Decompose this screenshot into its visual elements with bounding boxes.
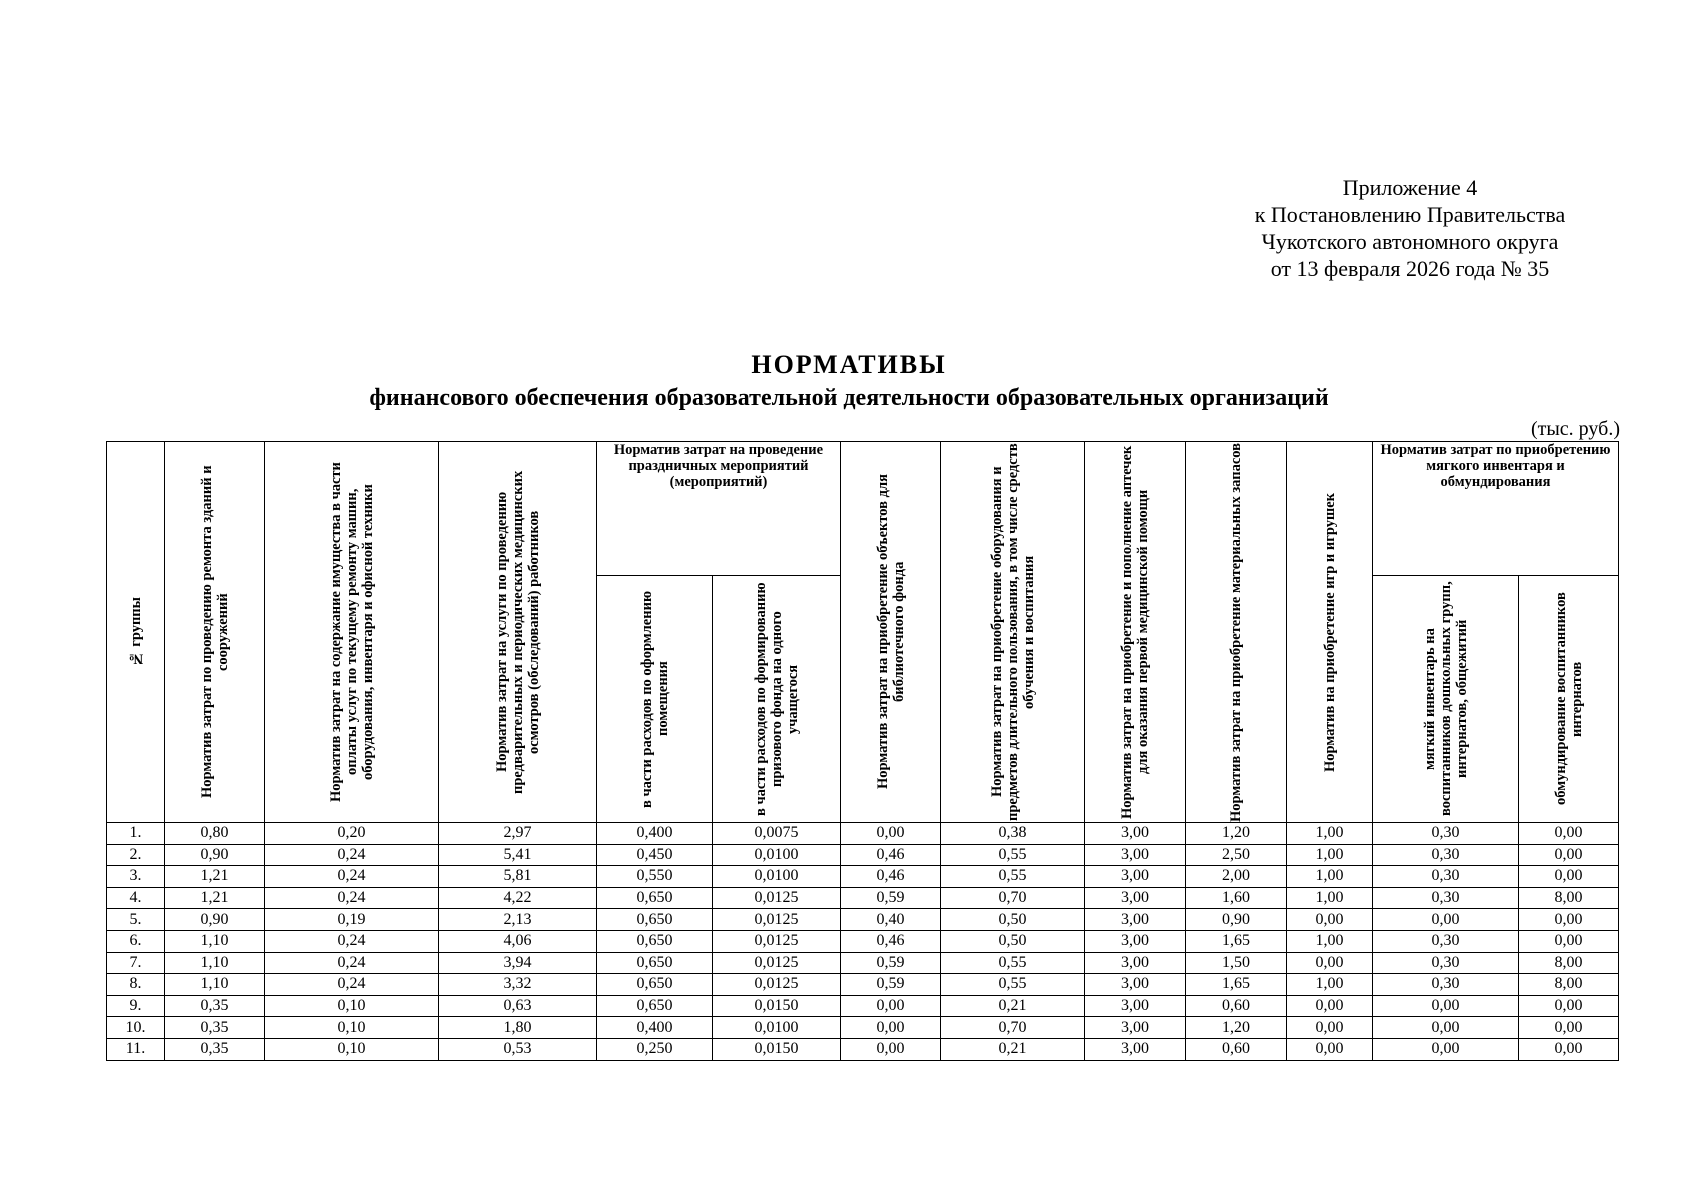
table-cell: 1,10 (165, 930, 265, 952)
table-cell: 0,20 (265, 823, 439, 845)
table-cell: 8,00 (1519, 887, 1619, 909)
header-maintenance: Норматив затрат на содержание имущества в части оплаты услуг по текущему ремонту машин, оборудования, инвентаря и офисной техники (265, 442, 439, 823)
table-cell: 0,30 (1373, 823, 1519, 845)
table-row (107, 952, 1619, 974)
table-cell: 0,00 (1519, 844, 1619, 866)
table-cell: 0,00 (1519, 995, 1619, 1017)
header-equipment: Норматив затрат на приобретение оборудования и предметов длительного пользования, в том числе средств обучения и воспитания (941, 442, 1085, 823)
table-cell: 0,00 (1287, 1038, 1373, 1060)
table-cell: 0,59 (841, 887, 941, 909)
group-number-cell: 10. (107, 1017, 165, 1039)
table-cell: 0,30 (1373, 866, 1519, 888)
table-cell: 0,00 (1519, 823, 1619, 845)
table-cell: 0,0150 (713, 995, 841, 1017)
table-cell: 3,94 (439, 952, 597, 974)
appendix-line-4: от 13 февраля 2026 года № 35 (1270, 256, 1550, 281)
header-firstaid: Норматив затрат на приобретение и пополнение аптечек для оказания первой медицинской помощи (1085, 442, 1186, 823)
table-cell: 0,63 (439, 995, 597, 1017)
table-cell: 0,00 (841, 823, 941, 845)
table-cell: 1,10 (165, 952, 265, 974)
table-cell: 0,650 (597, 909, 713, 931)
table-cell: 0,24 (265, 974, 439, 996)
table-cell: 0,24 (265, 952, 439, 974)
header-group-number: № группы (107, 442, 165, 823)
table-cell: 1,10 (165, 974, 265, 996)
table-cell: 0,400 (597, 1017, 713, 1039)
group-number-cell: 5. (107, 909, 165, 931)
table-cell: 0,0125 (713, 952, 841, 974)
norms-table (106, 441, 1619, 1061)
table-cell: 0,55 (941, 844, 1085, 866)
table-cell: 0,40 (841, 909, 941, 931)
table-row (107, 995, 1619, 1017)
table-cell: 0,19 (265, 909, 439, 931)
table-cell: 3,00 (1085, 887, 1186, 909)
table-cell: 0,00 (841, 995, 941, 1017)
table-cell: 0,30 (1373, 952, 1519, 974)
table-cell: 0,550 (597, 866, 713, 888)
table-cell: 1,65 (1186, 930, 1287, 952)
group-number-cell: 9. (107, 995, 165, 1017)
table-cell: 3,00 (1085, 952, 1186, 974)
table-cell: 1,60 (1186, 887, 1287, 909)
table-cell: 0,46 (841, 844, 941, 866)
table-cell: 0,00 (841, 1017, 941, 1039)
table-cell: 1,00 (1287, 930, 1373, 952)
group-number-cell: 1. (107, 823, 165, 845)
header-medical: Норматив затрат на услуги по проведению предварительных и периодических медицинских осмотров (обследований) работников (439, 442, 597, 823)
table-row (107, 844, 1619, 866)
table-cell: 0,00 (1519, 1017, 1619, 1039)
table-row (107, 930, 1619, 952)
table-cell: 0,00 (1519, 930, 1619, 952)
table-cell: 5,41 (439, 844, 597, 866)
table-cell: 0,38 (941, 823, 1085, 845)
table-cell: 0,0075 (713, 823, 841, 845)
header-soft: Норматив затрат по приобретению мягкого инвентаря и обмундирования (1373, 442, 1619, 576)
group-number-cell: 7. (107, 952, 165, 974)
table-cell: 0,35 (165, 1017, 265, 1039)
table-cell: 1,00 (1287, 866, 1373, 888)
table-cell: 0,00 (841, 1038, 941, 1060)
table-cell: 0,46 (841, 930, 941, 952)
table-row (107, 823, 1619, 845)
table-cell: 0,0150 (713, 1038, 841, 1060)
table-cell: 1,80 (439, 1017, 597, 1039)
table-cell: 0,0125 (713, 930, 841, 952)
header-materials: Норматив затрат на приобретение материальных запасов (1186, 442, 1287, 823)
table-cell: 0,70 (941, 887, 1085, 909)
table-cell: 0,50 (941, 909, 1085, 931)
table-cell: 3,00 (1085, 909, 1186, 931)
table-cell: 0,90 (165, 909, 265, 931)
table-cell: 0,650 (597, 995, 713, 1017)
table-cell: 1,21 (165, 866, 265, 888)
appendix-line-2: к Постановлению Правительства (1254, 202, 1566, 227)
header-toys: Норматив на приобретение игр и игрушек (1287, 442, 1373, 823)
table-cell: 0,00 (1519, 866, 1619, 888)
table-cell: 0,60 (1186, 1038, 1287, 1060)
appendix-reference (1190, 174, 1630, 282)
table-cell: 0,46 (841, 866, 941, 888)
table-cell: 0,30 (1373, 930, 1519, 952)
table-cell: 2,13 (439, 909, 597, 931)
table-cell: 2,50 (1186, 844, 1287, 866)
table-cell: 1,50 (1186, 952, 1287, 974)
table-cell: 2,97 (439, 823, 597, 845)
table-cell: 0,70 (941, 1017, 1085, 1039)
table-cell: 3,00 (1085, 823, 1186, 845)
table-cell: 0,650 (597, 974, 713, 996)
table-cell: 0,0100 (713, 866, 841, 888)
table-cell: 0,0100 (713, 1017, 841, 1039)
table-cell: 0,80 (165, 823, 265, 845)
table-cell: 0,400 (597, 823, 713, 845)
table-cell: 1,00 (1287, 823, 1373, 845)
table-cell: 0,10 (265, 1017, 439, 1039)
table-cell: 0,650 (597, 930, 713, 952)
table-cell: 0,00 (1287, 995, 1373, 1017)
table-cell: 0,00 (1519, 1038, 1619, 1060)
table-cell: 1,65 (1186, 974, 1287, 996)
table-cell: 0,35 (165, 995, 265, 1017)
table-cell: 0,30 (1373, 974, 1519, 996)
appendix-line-1: Приложение 4 (1342, 175, 1478, 200)
header-events: Норматив затрат на проведение праздничных мероприятий (мероприятий) (597, 442, 841, 576)
table-cell: 0,24 (265, 930, 439, 952)
table-cell: 0,24 (265, 844, 439, 866)
table-cell: 0,30 (1373, 844, 1519, 866)
table-cell: 0,00 (1519, 909, 1619, 931)
table-cell: 0,0125 (713, 887, 841, 909)
header-repair: Норматив затрат по проведению ремонта зданий и сооружений (165, 442, 265, 823)
table-cell: 0,59 (841, 974, 941, 996)
table-cell: 3,00 (1085, 995, 1186, 1017)
table-cell: 0,450 (597, 844, 713, 866)
table-cell: 0,35 (165, 1038, 265, 1060)
table-cell: 3,00 (1085, 844, 1186, 866)
table-cell: 0,650 (597, 887, 713, 909)
table-cell: 1,20 (1186, 1017, 1287, 1039)
table-cell: 0,90 (165, 844, 265, 866)
table-cell: 1,21 (165, 887, 265, 909)
table-cell: 0,250 (597, 1038, 713, 1060)
table-cell: 0,0125 (713, 974, 841, 996)
document-title: НОРМАТИВЫ (751, 350, 947, 379)
table-cell: 0,50 (941, 930, 1085, 952)
table-cell: 3,00 (1085, 930, 1186, 952)
table-cell: 0,00 (1373, 909, 1519, 931)
table-cell: 0,24 (265, 887, 439, 909)
table-cell: 0,55 (941, 952, 1085, 974)
header-soft-inventory: мягкий инвентарь на воспитанников дошкольных групп, интернатов, общежитий (1373, 576, 1519, 823)
table-cell: 1,20 (1186, 823, 1287, 845)
group-number-cell: 4. (107, 887, 165, 909)
table-cell: 0,00 (1373, 1038, 1519, 1060)
table-cell: 3,00 (1085, 866, 1186, 888)
units-label: (тыс. руб.) (1530, 418, 1620, 440)
table-cell: 0,53 (439, 1038, 597, 1060)
table-row (107, 909, 1619, 931)
group-number-cell: 11. (107, 1038, 165, 1060)
table-cell: 0,21 (941, 1038, 1085, 1060)
table-cell: 0,00 (1373, 1017, 1519, 1039)
table-row (107, 1038, 1619, 1060)
table-cell: 1,00 (1287, 887, 1373, 909)
table-cell: 0,0125 (713, 909, 841, 931)
norms-table-body (107, 823, 1619, 1061)
table-cell: 0,55 (941, 866, 1085, 888)
table-cell: 0,24 (265, 866, 439, 888)
appendix-line-3: Чукотского автономного округа (1261, 229, 1559, 254)
table-cell: 0,21 (941, 995, 1085, 1017)
table-cell: 0,00 (1287, 1017, 1373, 1039)
table-cell: 1,00 (1287, 974, 1373, 996)
table-cell: 3,00 (1085, 974, 1186, 996)
table-cell: 8,00 (1519, 974, 1619, 996)
table-cell: 0,10 (265, 1038, 439, 1060)
table-cell: 4,06 (439, 930, 597, 952)
document-subtitle: финансового обеспечения образовательной деятельности образовательных организаций (369, 385, 1329, 411)
table-cell: 0,30 (1373, 887, 1519, 909)
table-row (107, 887, 1619, 909)
table-cell: 0,10 (265, 995, 439, 1017)
table-row (107, 866, 1619, 888)
group-number-cell: 3. (107, 866, 165, 888)
table-cell: 3,00 (1085, 1038, 1186, 1060)
table-cell: 1,00 (1287, 844, 1373, 866)
table-cell: 0,59 (841, 952, 941, 974)
group-number-cell: 8. (107, 974, 165, 996)
table-cell: 0,00 (1373, 995, 1519, 1017)
table-cell: 5,81 (439, 866, 597, 888)
header-soft-uniform: обмундирование воспитанников интернатов (1519, 576, 1619, 823)
table-cell: 0,650 (597, 952, 713, 974)
table-cell: 0,00 (1287, 952, 1373, 974)
table-cell: 8,00 (1519, 952, 1619, 974)
table-cell: 3,32 (439, 974, 597, 996)
header-events-room: в части расходов по оформлению помещения (597, 576, 713, 823)
table-cell: 0,90 (1186, 909, 1287, 931)
table-cell: 3,00 (1085, 1017, 1186, 1039)
header-events-prize: в части расходов по формированию призового фонда на одного учащегося (713, 576, 841, 823)
table-cell: 0,55 (941, 974, 1085, 996)
table-cell: 0,0100 (713, 844, 841, 866)
table-cell: 2,00 (1186, 866, 1287, 888)
group-number-cell: 6. (107, 930, 165, 952)
header-library: Норматив затрат на приобретение объектов для библиотечного фонда (841, 442, 941, 823)
table-cell: 4,22 (439, 887, 597, 909)
group-number-cell: 2. (107, 844, 165, 866)
table-cell: 0,00 (1287, 909, 1373, 931)
table-row (107, 974, 1619, 996)
table-row (107, 1017, 1619, 1039)
table-cell: 0,60 (1186, 995, 1287, 1017)
